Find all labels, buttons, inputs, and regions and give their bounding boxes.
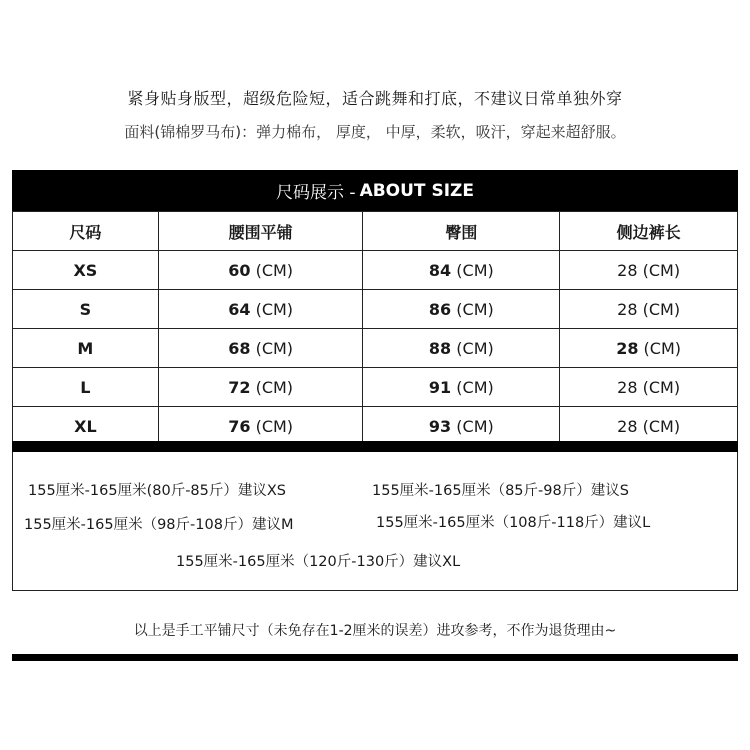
- title-en: ABOUT SIZE: [359, 180, 474, 201]
- cell-size: M: [13, 329, 159, 368]
- intro-line-2: 面料(锦棉罗马布)：弹力棉布， 厚度， 中厚，柔软，吸汗，穿起来超舒服。: [124, 123, 626, 141]
- cell-hip: 91 (CM): [363, 368, 560, 407]
- recommendation-xl: 155厘米-165厘米（120斤-130斤）建议XL: [176, 554, 461, 570]
- size-table: [12, 211, 738, 446]
- recommendation-xs: 155厘米-165厘米(80斤-85斤）建议XS: [28, 483, 287, 499]
- cell-waist: 64 (CM): [158, 290, 363, 329]
- cell-length: 28 (CM): [560, 251, 738, 290]
- header-hip: 臀围: [363, 212, 560, 251]
- disclaimer-text: 以上是手工平铺尺寸（未免存在1-2厘米的误差）进攻参考，不作为退货理由~: [133, 623, 617, 639]
- recommendation-m: 155厘米-165厘米（98斤-108斤）建议M: [24, 517, 294, 533]
- cell-hip: 84 (CM): [363, 251, 560, 290]
- recommendation-s: 155厘米-165厘米（85斤-98斤）建议S: [372, 483, 629, 499]
- table-header-row: [13, 212, 738, 251]
- cell-size: XS: [13, 251, 159, 290]
- table-row: [13, 368, 738, 407]
- bottom-divider: [12, 654, 738, 661]
- cell-length: 28 (CM): [560, 329, 738, 368]
- cell-waist: 72 (CM): [158, 368, 363, 407]
- divider-bar: [12, 441, 738, 452]
- cell-hip: 88 (CM): [363, 329, 560, 368]
- table-row: [13, 329, 738, 368]
- header-size: 尺码: [13, 212, 159, 251]
- intro-line-1: 紧身贴身版型，超级危险短，适合跳舞和打底，不建议日常单独外穿: [127, 89, 623, 108]
- cell-length: 28 (CM): [560, 407, 738, 446]
- table-row: [13, 251, 738, 290]
- cell-waist: 60 (CM): [158, 251, 363, 290]
- cell-waist: 76 (CM): [158, 407, 363, 446]
- table-row: [13, 290, 738, 329]
- cell-hip: 93 (CM): [363, 407, 560, 446]
- cell-hip: 86 (CM): [363, 290, 560, 329]
- title-cn: 尺码展示 -: [276, 183, 356, 203]
- cell-length: 28 (CM): [560, 290, 738, 329]
- recommendation-l: 155厘米-165厘米（108斤-118斤）建议L: [376, 515, 651, 531]
- cell-waist: 68 (CM): [158, 329, 363, 368]
- header-waist: 腰围平铺: [158, 212, 363, 251]
- table-row: [13, 407, 738, 446]
- cell-length: 28 (CM): [560, 368, 738, 407]
- cell-size: S: [13, 290, 159, 329]
- header-length: 侧边裤长: [560, 212, 738, 251]
- size-chart-title-bar: [12, 170, 738, 211]
- cell-size: XL: [13, 407, 159, 446]
- cell-size: L: [13, 368, 159, 407]
